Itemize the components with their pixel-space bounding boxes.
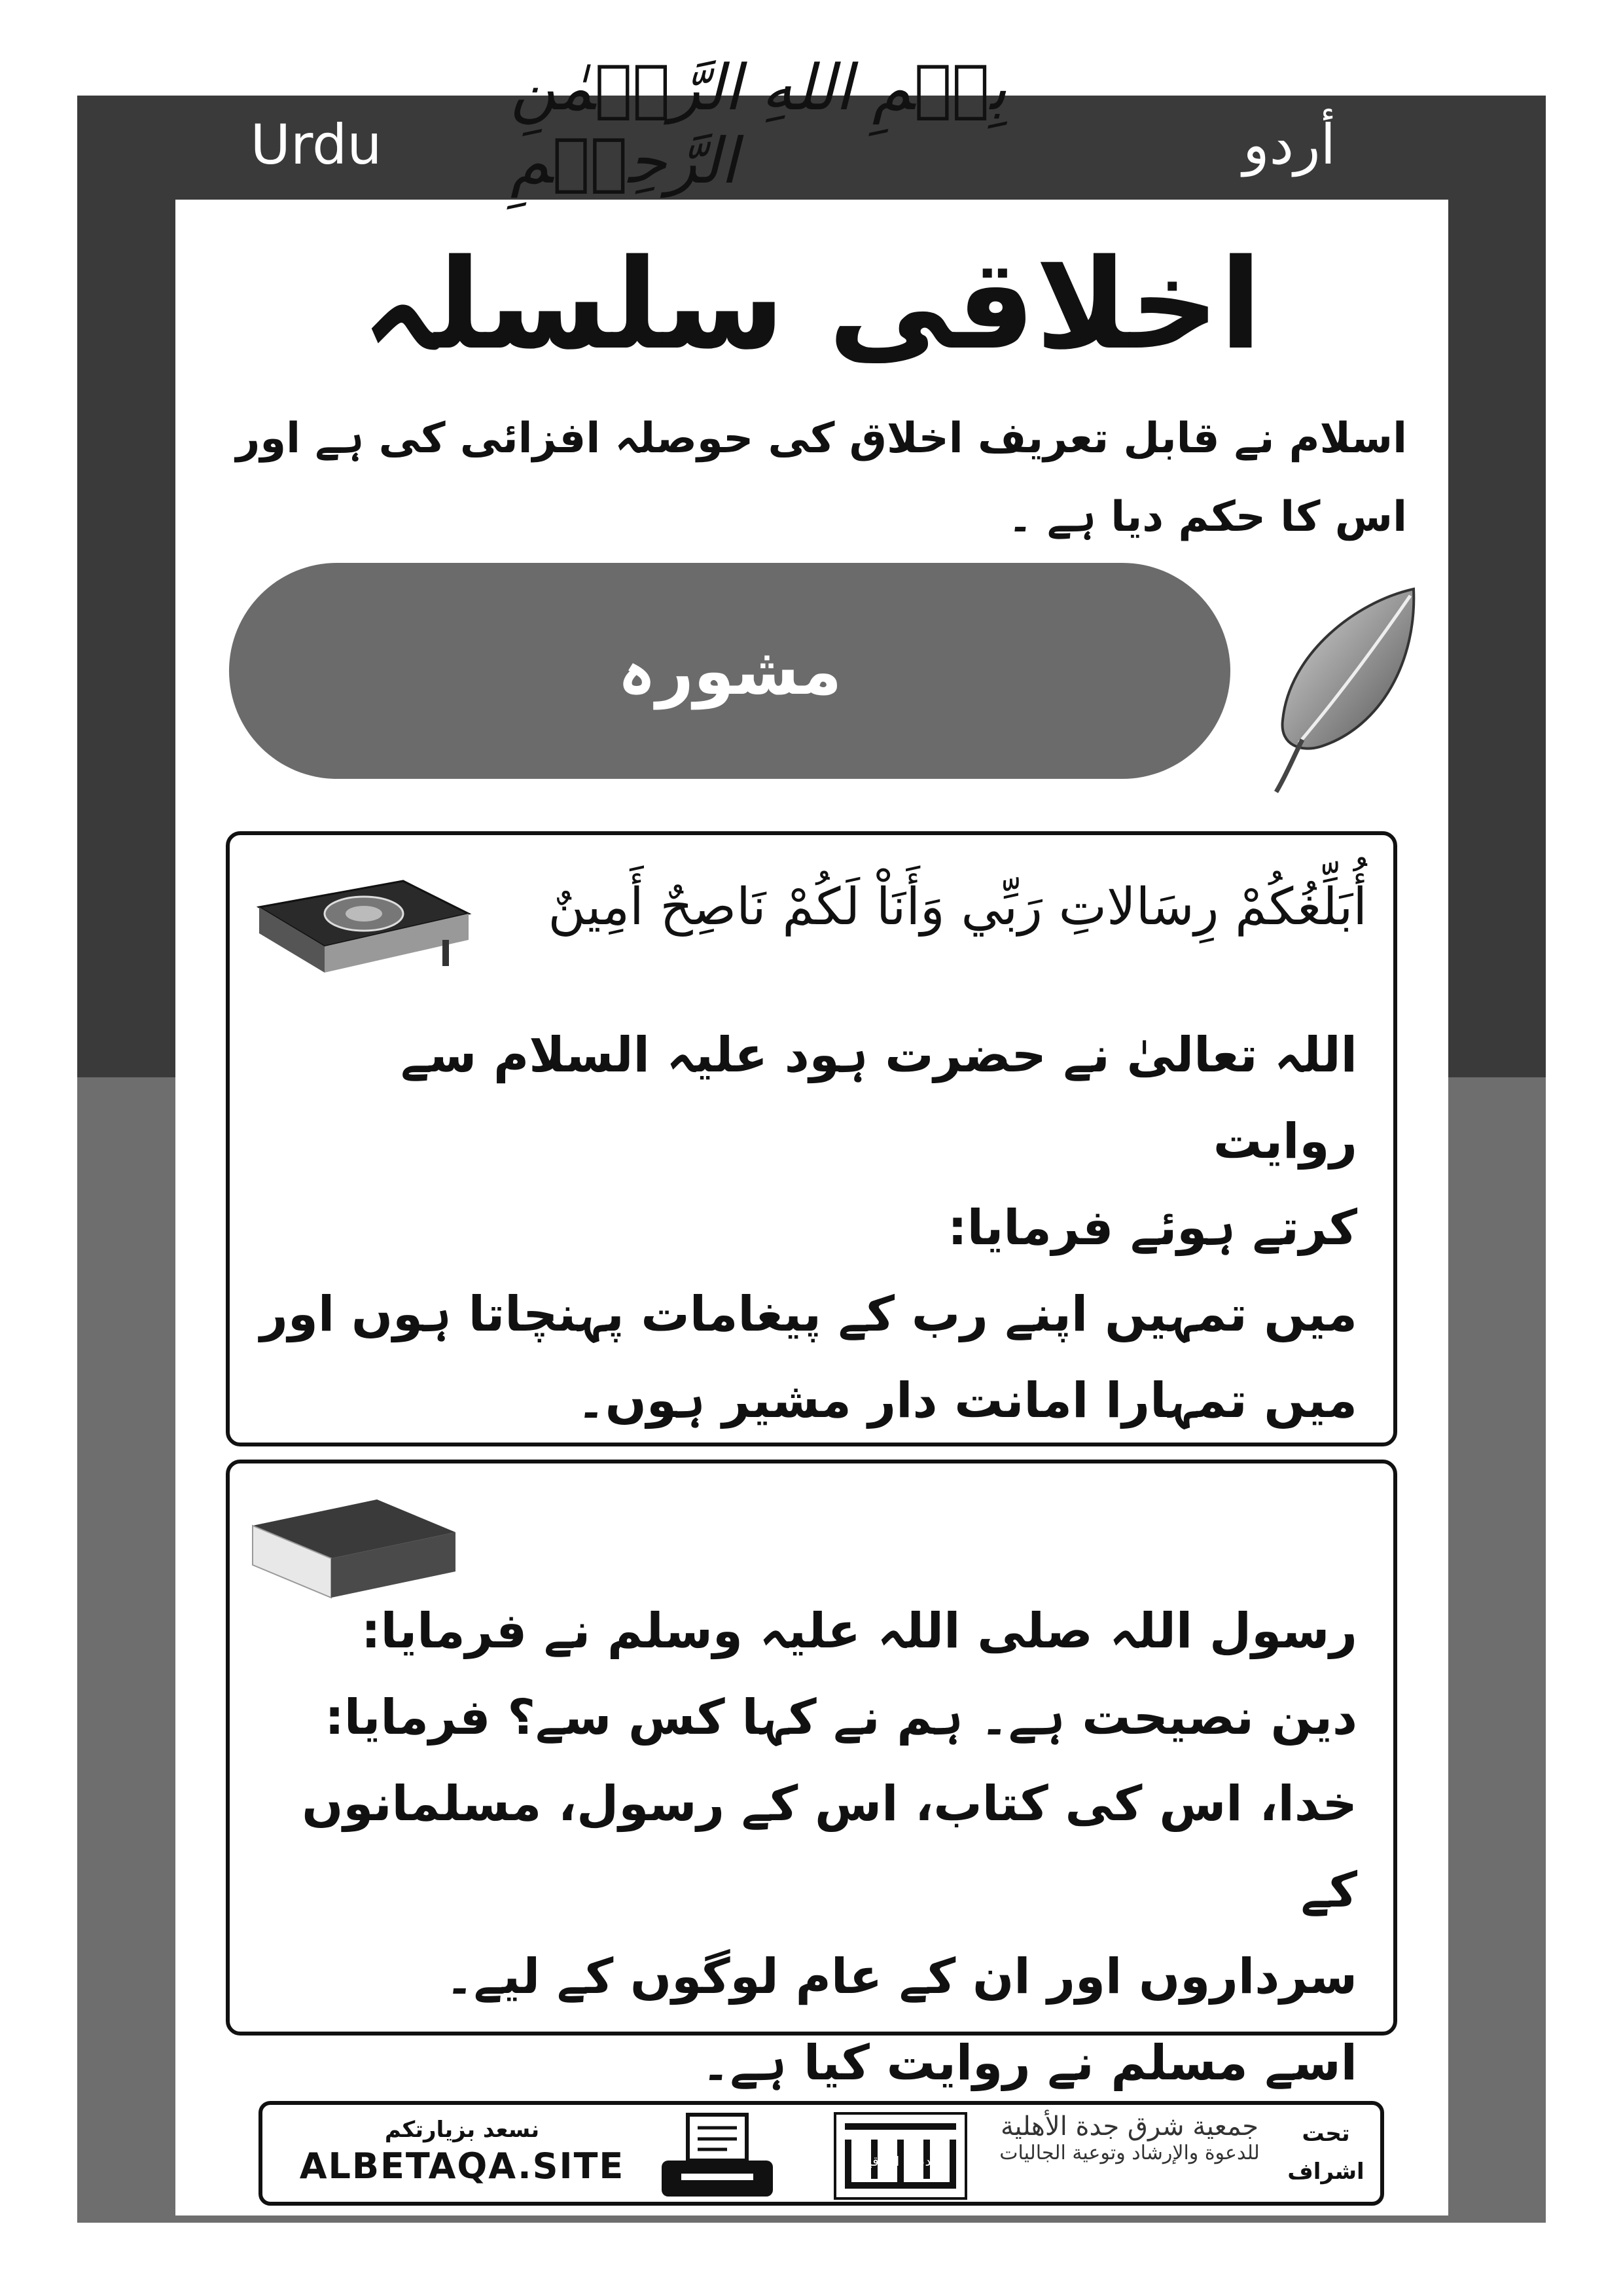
quran-book-icon xyxy=(246,868,482,999)
supervision-word-1: تحت xyxy=(1302,2121,1350,2147)
printer-icon xyxy=(655,2111,779,2203)
dawah-logo-icon xyxy=(832,2110,969,2202)
text-line: دین نصیحت ہے۔ ہم نے کہا کس سے؟ فرمایا: xyxy=(325,1689,1357,1746)
text-line: اللہ تعالیٰ نے حضرت ہود علیہ السلام سے روایت xyxy=(401,1027,1357,1170)
text-line: کرتے ہوئے فرمایا: xyxy=(948,1200,1357,1256)
text-line: میں تمہارا امانت دار مشیر ہوں۔ xyxy=(577,1372,1357,1429)
topic-banner: مشورہ xyxy=(229,563,1230,779)
language-tab-arabic[interactable]: أردو xyxy=(1132,96,1446,194)
text-line: سرداروں اور ان کے عام لوگوں کے لیے۔ xyxy=(445,1948,1357,2005)
site-link[interactable]: ALBETAQA.SITE xyxy=(299,2145,625,2187)
quran-verse: أُبَلِّغُكُمْ رِسَالاتِ رَبِّي وَأَنَاْ لَكُمْ نَاصِحٌ أَمِينٌ xyxy=(548,878,1367,937)
org-subtitle: للدعوة والإرشاد وتوعية الجاليات xyxy=(999,2142,1260,2164)
org-name: جمعية شرق جدة الأهلية xyxy=(1001,2111,1258,2142)
footer-bar xyxy=(259,2101,1384,2206)
text-line: میں تمہیں اپنے رب کے پیغامات پہنچاتا ہوں اور xyxy=(260,1286,1357,1342)
quran-verse-card xyxy=(226,831,1397,1446)
text-line: اسے مسلم نے روایت کیا ہے۔ xyxy=(702,2035,1357,2091)
intro-text: اسلام نے قابل تعریف اخلاق کی حوصلہ افزائی کی ہے اور اس کا حکم دیا ہے ۔ xyxy=(236,414,1407,541)
hadith-text xyxy=(245,1588,1357,2106)
hadith-card xyxy=(226,1460,1397,2091)
page-title: اخلاقی سلسلہ xyxy=(361,232,1262,377)
organization-logo xyxy=(989,2111,1270,2203)
language-tab-english[interactable]: Urdu xyxy=(175,96,457,194)
text-line: رسول اللہ صلی اللہ علیہ وسلم نے فرمایا: xyxy=(361,1603,1357,1659)
verse-translation xyxy=(245,1012,1357,1530)
supervision-label xyxy=(1283,2115,1368,2191)
basmala-calligraphy: بِسۡمِ اللهِ الرَّحۡمٰنِ الرَّحِيۡمِ xyxy=(510,51,1007,198)
svg-text:الدعوة الورقية: الدعوة الورقية xyxy=(861,2153,940,2169)
text-line: خدا، اس کی کتاب، اس کے رسول، مسلمانوں کے xyxy=(302,1776,1357,1918)
site-tagline: نسعد بزیارتکم xyxy=(384,2117,540,2143)
leaf-icon xyxy=(1263,583,1420,798)
supervision-word-2: اشراف xyxy=(1287,2159,1364,2185)
